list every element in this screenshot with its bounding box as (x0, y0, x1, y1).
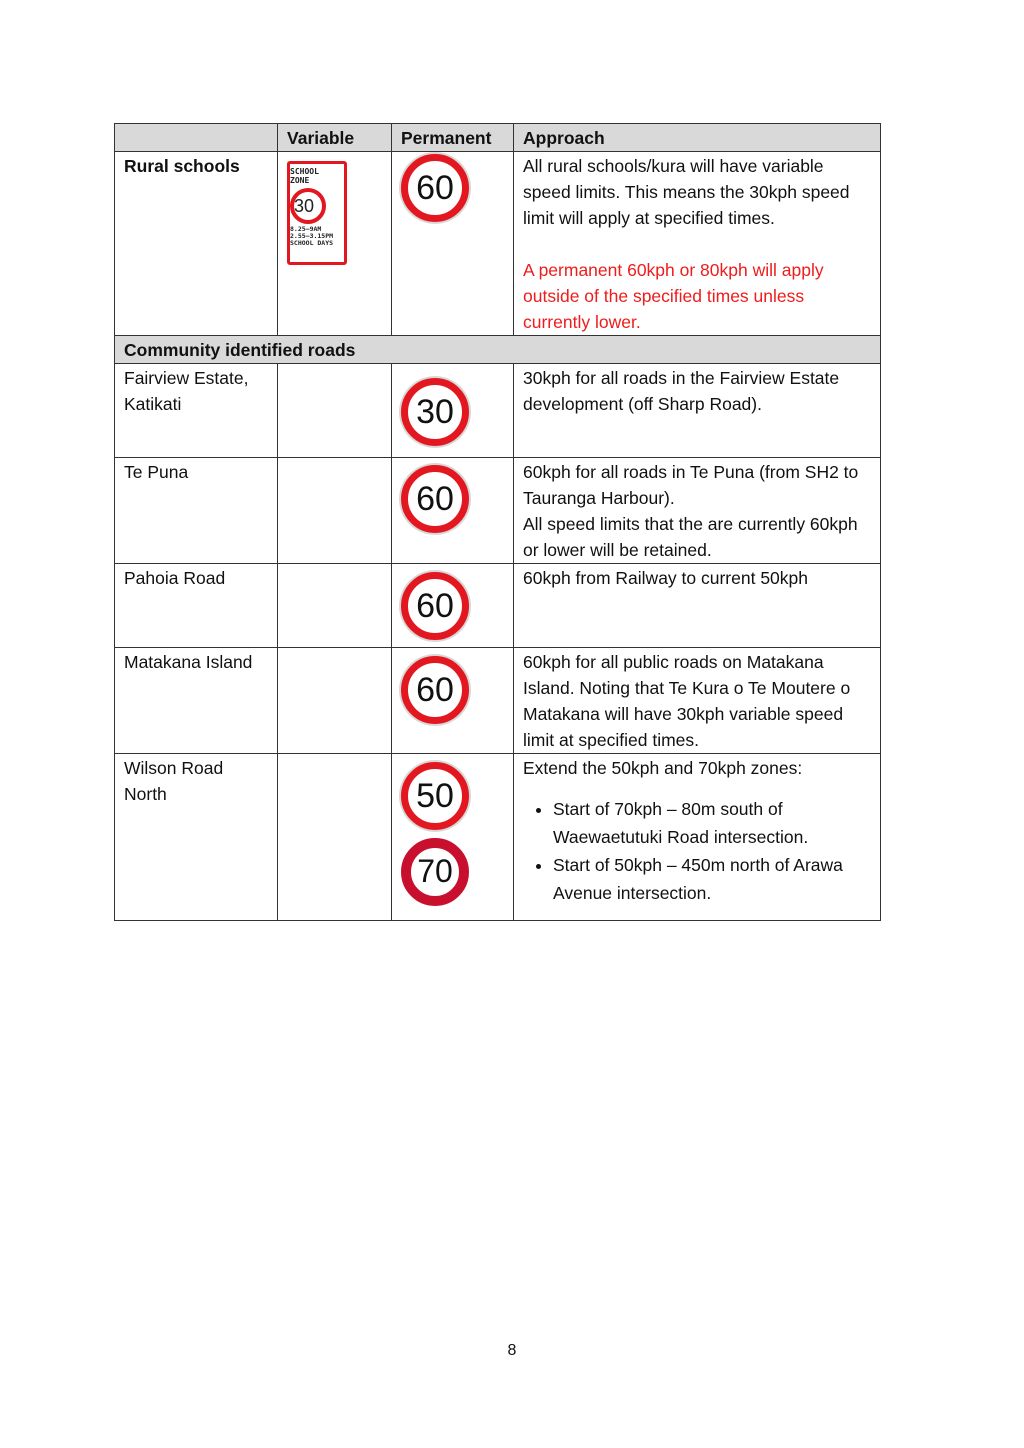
list-item: • Start of 70kph – 80m south of Waewaetutuki Road intersection. (553, 795, 872, 851)
speed-sign-60-icon: 60 (401, 572, 469, 640)
matakana-label: Matakana Island (115, 648, 278, 754)
header-blank (115, 124, 278, 152)
fairview-permanent-cell (392, 364, 514, 458)
wilson-approach: Extend the 50kph and 70kph zones: (523, 758, 803, 778)
te-puna-approach-2: All speed limits that the are currently 60kph or lower will be retained. (523, 514, 858, 560)
speed-sign-30-icon: 30 (401, 378, 469, 446)
fairview-variable-cell (278, 364, 392, 458)
rural-variable-cell (278, 152, 392, 336)
speed-limit-table (114, 123, 881, 921)
row-te-puna (115, 458, 881, 564)
header-approach: Approach (514, 124, 881, 152)
rural-approach-red-text: A permanent 60kph or 80kph will apply outside of the specified times unless currently lower. (523, 260, 824, 332)
pahoia-variable-cell (278, 564, 392, 648)
fairview-approach: 30kph for all roads in the Fairview Estate development (off Sharp Road). (514, 364, 881, 458)
matakana-variable-cell (278, 648, 392, 754)
speed-sign-60-icon: 60 (401, 656, 469, 724)
school-sign-speed: 30 (290, 188, 326, 224)
row-pahoia-road (115, 564, 881, 648)
school-sign-time2: 2.55–3.15PM (290, 232, 334, 240)
te-puna-approach-cell (514, 458, 881, 564)
row-rural-schools (115, 152, 881, 336)
header-row (115, 124, 881, 152)
rural-approach-cell (514, 152, 881, 336)
page-number: 8 (507, 1342, 517, 1359)
row-fairview (115, 364, 881, 458)
pahoia-approach: 60kph from Railway to current 50kph (514, 564, 881, 648)
pahoia-label: Pahoia Road (115, 564, 278, 648)
school-sign-line1: SCHOOL (290, 167, 319, 176)
te-puna-permanent-cell (392, 458, 514, 564)
speed-sign-70-icon: 70 (401, 838, 469, 906)
row-matakana (115, 648, 881, 754)
wilson-label: Wilson Road North (115, 754, 278, 921)
school-sign-days: SCHOOL DAYS (290, 239, 334, 247)
header-permanent: Permanent (392, 124, 514, 152)
te-puna-approach: 60kph for all roads in Te Puna (from SH2 to Tauranga Harbour). (523, 462, 859, 508)
header-variable: Variable (278, 124, 392, 152)
section-community-roads (115, 336, 881, 364)
speed-sign-60-icon: 60 (401, 154, 469, 222)
pahoia-permanent-cell (392, 564, 514, 648)
school-sign-line2: ZONE (290, 176, 310, 185)
matakana-permanent-cell (392, 648, 514, 754)
rural-approach-text: All rural schools/kura will have variable speed limits. This means the 30kph speed limit will apply at specified times. (523, 156, 850, 228)
community-heading: Community identified roads (115, 336, 881, 364)
speed-sign-60-icon: 60 (401, 465, 469, 533)
list-item: • Start of 50kph – 450m north of Arawa Avenue intersection. (553, 851, 872, 907)
te-puna-variable-cell (278, 458, 392, 564)
wilson-approach-cell (514, 754, 881, 921)
school-zone-sign-icon (287, 161, 347, 265)
wilson-bullet-list (523, 795, 872, 907)
speed-sign-50-icon: 50 (401, 762, 469, 830)
row-wilson-road (115, 754, 881, 921)
rural-permanent-cell (392, 152, 514, 336)
rural-schools-label: Rural schools (115, 152, 278, 336)
wilson-permanent-cell (392, 754, 514, 921)
school-sign-time1: 8.25–9AM (290, 225, 322, 233)
fairview-label: Fairview Estate, Katikati (115, 364, 278, 458)
wilson-variable-cell (278, 754, 392, 921)
matakana-approach: 60kph for all public roads on Matakana Island. Noting that Te Kura o Te Moutere o Matakana will have 30kph variable speed limit at specified times. (514, 648, 881, 754)
te-puna-label: Te Puna (115, 458, 278, 564)
